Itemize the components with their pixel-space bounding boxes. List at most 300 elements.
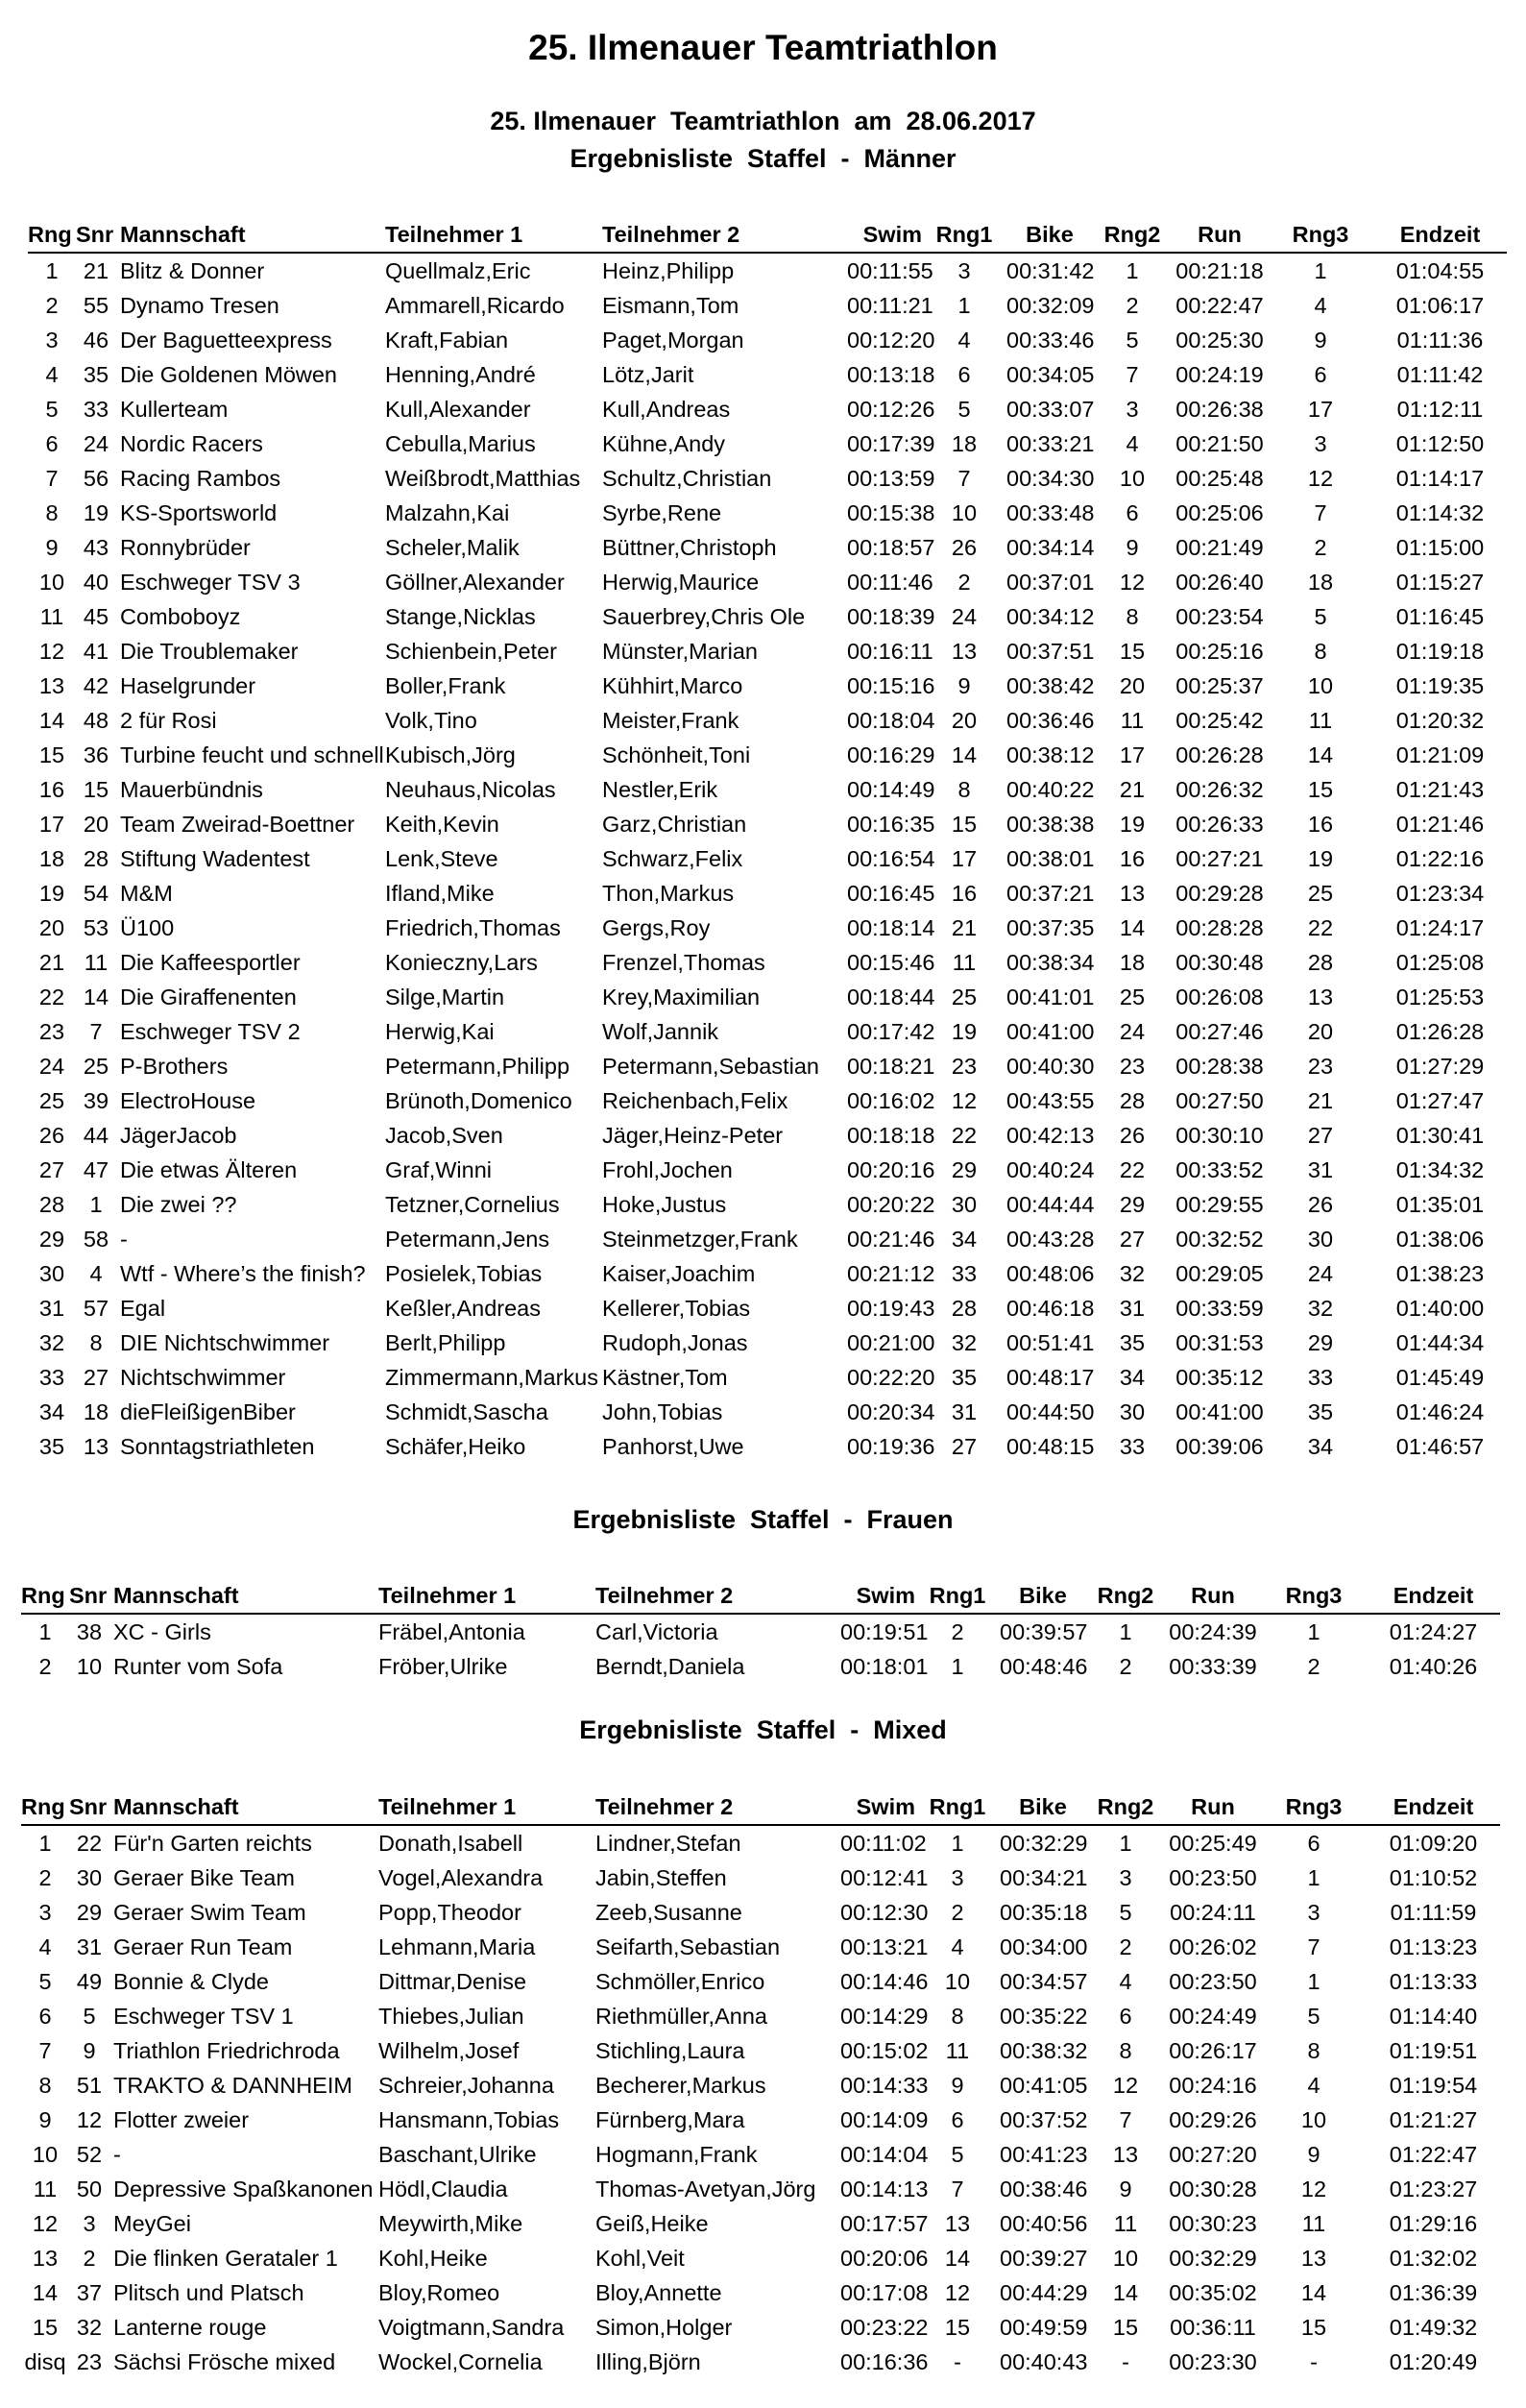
cell-swim-time: 00:18:39: [847, 603, 935, 629]
cell-swim-time: 00:18:44: [847, 984, 935, 1009]
cell-bike-time: 00:51:41: [1006, 1329, 1095, 1355]
cell-swim-rank: 3: [951, 1864, 964, 1890]
cell-total-time: 01:36:39: [1389, 2279, 1478, 2305]
cell-start-number: 21: [83, 257, 109, 283]
cell-participant-1: Ammarell,Ricardo: [385, 292, 565, 318]
cell-rank: 2: [38, 1653, 52, 1679]
cell-rank: 28: [38, 1191, 65, 1217]
cell-participant-2: Thon,Markus: [602, 880, 735, 906]
table-row: [21, 2241, 1500, 2275]
cell-rank: 24: [38, 1053, 65, 1079]
cell-participant-2: Heinz,Philipp: [602, 257, 735, 283]
cell-total-time: 01:14:17: [1395, 465, 1485, 491]
table-row: [28, 1360, 1507, 1395]
cell-rank: 30: [38, 1260, 65, 1286]
table-row: [21, 2103, 1500, 2137]
cell-bike-rank: 19: [1119, 811, 1146, 837]
cell-participant-2: John,Tobias: [602, 1399, 723, 1424]
cell-rank: 14: [38, 707, 65, 733]
cell-rank: 7: [45, 465, 59, 491]
cell-start-number: 14: [83, 984, 109, 1009]
cell-total-time: 01:24:27: [1389, 1618, 1478, 1644]
cell-total-time: 01:22:16: [1395, 845, 1485, 871]
cell-bike-time: 00:48:15: [1006, 1433, 1095, 1459]
cell-total-time: 01:14:32: [1395, 499, 1485, 525]
cell-bike-rank: 10: [1112, 2245, 1139, 2271]
cell-participant-1: Brünoth,Domenico: [385, 1087, 572, 1113]
table-row: [21, 2310, 1500, 2345]
cell-run-rank: 19: [1307, 845, 1334, 871]
cell-swim-time: 00:15:46: [847, 949, 935, 975]
cell-bike-time: 00:33:07: [1006, 396, 1095, 422]
cell-participant-2: Nestler,Erik: [602, 776, 718, 802]
cell-start-number: 18: [83, 1399, 109, 1424]
table-row: [28, 323, 1507, 357]
cell-team: Eschweger TSV 3: [120, 569, 301, 595]
cell-bike-rank: 12: [1112, 2072, 1139, 2098]
cell-swim-time: 00:12:41: [840, 1864, 929, 1890]
column-header-start-number: Snr: [76, 217, 116, 253]
cell-bike-time: 00:34:57: [1000, 1968, 1088, 1994]
table-row: [28, 634, 1507, 669]
cell-bike-time: 00:40:30: [1006, 1053, 1095, 1079]
cell-participant-2: Illing,Björn: [595, 2348, 701, 2374]
cell-participant-2: Stichling,Laura: [595, 2037, 745, 2063]
cell-team: MeyGei: [113, 2210, 191, 2236]
cell-total-time: 01:24:17: [1395, 914, 1485, 940]
cell-run-rank: 21: [1307, 1087, 1334, 1113]
cell-swim-time: 00:23:22: [840, 2314, 929, 2340]
cell-swim-rank: 7: [957, 465, 971, 491]
cell-swim-time: 00:16:36: [840, 2348, 929, 2374]
cell-participant-2: Büttner,Christoph: [602, 534, 777, 560]
cell-bike-time: 00:38:38: [1006, 811, 1095, 837]
cell-team: KS-Sportsworld: [120, 499, 278, 525]
cell-bike-time: 00:33:21: [1006, 430, 1095, 456]
cell-participant-1: Keßler,Andreas: [385, 1295, 541, 1321]
cell-rank: 33: [38, 1364, 65, 1390]
column-header-start-number: Snr: [69, 1578, 109, 1614]
cell-team: Dynamo Tresen: [120, 292, 279, 318]
cell-swim-rank: 1: [957, 292, 971, 318]
cell-participant-1: Hödl,Claudia: [378, 2176, 508, 2201]
cell-swim-rank: 27: [951, 1433, 978, 1459]
cell-participant-1: Schmidt,Sascha: [385, 1399, 548, 1424]
cell-swim-rank: 15: [951, 811, 978, 837]
cell-run-time: 00:22:47: [1175, 292, 1264, 318]
cell-participant-2: Hogmann,Frank: [595, 2141, 758, 2167]
cell-swim-rank: 22: [951, 1122, 978, 1148]
cell-rank: 16: [38, 776, 65, 802]
cell-swim-rank: 10: [951, 499, 978, 525]
cell-rank: 13: [32, 2245, 59, 2271]
cell-participant-2: Petermann,Sebastian: [602, 1053, 820, 1079]
cell-run-time: 00:29:26: [1169, 2106, 1257, 2132]
table-row: [21, 1614, 1500, 1649]
column-header-total-time: Endzeit: [1367, 1789, 1500, 1825]
cell-bike-time: 00:34:21: [1000, 1864, 1088, 1890]
cell-rank: 13: [38, 672, 65, 698]
cell-run-time: 00:23:50: [1169, 1968, 1257, 1994]
cell-run-time: 00:26:28: [1175, 742, 1264, 767]
event-subtitle: 25. Ilmenauer Teamtriathlon am 28.06.2017: [490, 107, 1036, 135]
table-row: [28, 426, 1507, 461]
table-row: [28, 1326, 1507, 1360]
cell-start-number: 11: [84, 949, 109, 975]
cell-team: Geraer Swim Team: [113, 1899, 306, 1925]
cell-run-time: 00:33:39: [1169, 1653, 1257, 1679]
cell-run-rank: 16: [1307, 811, 1334, 837]
cell-start-number: 4: [89, 1260, 103, 1286]
table-row: [28, 1083, 1507, 1118]
cell-bike-time: 00:37:51: [1006, 638, 1095, 664]
cell-bike-rank: 28: [1119, 1087, 1146, 1113]
cell-bike-rank: -: [1122, 2348, 1129, 2374]
cell-participant-1: Hansmann,Tobias: [378, 2106, 560, 2132]
cell-rank: 26: [38, 1122, 65, 1148]
cell-bike-rank: 17: [1119, 742, 1146, 767]
section-heading-frauen: Ergebnisliste Staffel - Frauen: [572, 1505, 954, 1534]
table-row: [28, 1118, 1507, 1153]
cell-bike-rank: 20: [1119, 672, 1146, 698]
cell-rank: disq: [24, 2348, 66, 2374]
table-row: [28, 945, 1507, 980]
cell-rank: 25: [38, 1087, 65, 1113]
table-row: [21, 2345, 1500, 2379]
cell-run-rank: 11: [1301, 2210, 1326, 2236]
cell-participant-2: Steinmetzger,Frank: [602, 1226, 798, 1252]
cell-participant-2: Lötz,Jarit: [602, 361, 694, 387]
cell-bike-time: 00:40:56: [1000, 2210, 1088, 2236]
cell-bike-time: 00:40:22: [1006, 776, 1095, 802]
cell-rank: 21: [38, 949, 65, 975]
cell-swim-time: 00:17:57: [840, 2210, 929, 2236]
cell-participant-1: Ifland,Mike: [385, 880, 495, 906]
cell-run-time: 00:21:18: [1175, 257, 1264, 283]
cell-participant-1: Berlt,Philipp: [385, 1329, 506, 1355]
cell-swim-time: 00:15:16: [847, 672, 935, 698]
cell-run-rank: 5: [1307, 2003, 1320, 2029]
cell-swim-rank: 25: [951, 984, 978, 1009]
cell-bike-time: 00:33:48: [1006, 499, 1095, 525]
cell-start-number: 46: [83, 327, 109, 353]
cell-participant-1: Vogel,Alexandra: [378, 1864, 544, 1890]
cell-bike-rank: 8: [1126, 603, 1139, 629]
cell-run-time: 00:25:30: [1175, 327, 1264, 353]
table-row: [21, 2137, 1500, 2172]
cell-bike-time: 00:34:14: [1006, 534, 1095, 560]
table-row: [28, 496, 1507, 530]
cell-run-rank: 13: [1307, 984, 1334, 1009]
cell-bike-time: 00:38:12: [1006, 742, 1095, 767]
cell-total-time: 01:45:49: [1395, 1364, 1485, 1390]
cell-team: Geraer Run Team: [113, 1934, 293, 1959]
cell-swim-rank: 14: [944, 2245, 971, 2271]
table-row: [28, 461, 1507, 496]
cell-swim-time: 00:19:51: [840, 1618, 929, 1644]
cell-run-rank: 12: [1307, 465, 1334, 491]
cell-run-rank: 3: [1314, 430, 1327, 456]
table-row: [21, 2172, 1500, 2206]
cell-start-number: 23: [76, 2348, 103, 2374]
cell-bike-time: 00:33:46: [1006, 327, 1095, 353]
cell-participant-1: Kubisch,Jörg: [385, 742, 516, 767]
column-header-participant-2: Teilnehmer 2: [595, 1789, 840, 1825]
cell-swim-rank: 31: [951, 1399, 978, 1424]
cell-participant-1: Schäfer,Heiko: [385, 1433, 526, 1459]
cell-swim-time: 00:19:36: [847, 1433, 935, 1459]
table-header-row: [28, 217, 1507, 253]
cell-rank: 1: [38, 1618, 52, 1644]
cell-start-number: 1: [89, 1191, 103, 1217]
cell-team: Die Giraffenenten: [120, 984, 297, 1009]
cell-bike-rank: 14: [1112, 2279, 1139, 2305]
cell-run-rank: 30: [1307, 1226, 1334, 1252]
cell-participant-1: Henning,André: [385, 361, 536, 387]
cell-bike-rank: 35: [1119, 1329, 1146, 1355]
table-row: [21, 1895, 1500, 1930]
cell-swim-rank: 24: [951, 603, 978, 629]
cell-participant-1: Thiebes,Julian: [378, 2003, 524, 2029]
cell-team: Eschweger TSV 2: [120, 1018, 301, 1044]
cell-team: Ronnybrüder: [120, 534, 251, 560]
cell-participant-2: Hoke,Justus: [602, 1191, 727, 1217]
cell-run-time: 00:29:05: [1175, 1260, 1264, 1286]
cell-bike-rank: 13: [1119, 880, 1146, 906]
cell-bike-time: 00:38:42: [1006, 672, 1095, 698]
cell-participant-2: Schultz,Christian: [602, 465, 772, 491]
cell-swim-time: 00:17:39: [847, 430, 935, 456]
cell-swim-rank: 32: [951, 1329, 978, 1355]
cell-participant-1: Scheler,Malik: [385, 534, 520, 560]
table-row: [28, 807, 1507, 841]
cell-run-time: 00:29:28: [1175, 880, 1264, 906]
cell-swim-time: 00:14:04: [840, 2141, 929, 2167]
cell-swim-time: 00:22:20: [847, 1364, 935, 1390]
cell-run-rank: 35: [1307, 1399, 1334, 1424]
cell-total-time: 01:49:32: [1389, 2314, 1478, 2340]
column-header-bike-time: Bike: [1000, 1789, 1086, 1825]
column-header-rank: Rng: [21, 1789, 69, 1825]
cell-swim-rank: 8: [951, 2003, 964, 2029]
cell-rank: 4: [45, 361, 59, 387]
cell-total-time: 01:25:53: [1395, 984, 1485, 1009]
cell-swim-time: 00:11:21: [847, 292, 933, 318]
cell-swim-time: 00:16:29: [847, 742, 935, 767]
cell-start-number: 39: [83, 1087, 109, 1113]
cell-swim-rank: 12: [944, 2279, 971, 2305]
cell-team: Kullerteam: [120, 396, 229, 422]
cell-run-rank: 8: [1314, 638, 1327, 664]
cell-run-rank: 15: [1307, 776, 1334, 802]
cell-total-time: 01:38:06: [1395, 1226, 1485, 1252]
table-row: [28, 911, 1507, 945]
cell-swim-time: 00:16:35: [847, 811, 935, 837]
cell-start-number: 37: [76, 2279, 103, 2305]
cell-team: dieFleißigenBiber: [120, 1399, 296, 1424]
cell-total-time: 01:38:23: [1395, 1260, 1485, 1286]
cell-run-rank: 14: [1307, 742, 1334, 767]
cell-rank: 9: [38, 2106, 52, 2132]
cell-rank: 22: [38, 984, 65, 1009]
cell-swim-time: 00:11:46: [847, 569, 933, 595]
cell-start-number: 8: [89, 1329, 103, 1355]
cell-rank: 8: [45, 499, 59, 525]
table-row: [28, 669, 1507, 703]
cell-total-time: 01:19:18: [1395, 638, 1485, 664]
cell-total-time: 01:23:34: [1395, 880, 1485, 906]
cell-swim-rank: 34: [951, 1226, 978, 1252]
cell-participant-2: Seifarth,Sebastian: [595, 1934, 781, 1959]
cell-rank: 11: [33, 2176, 58, 2201]
cell-rank: 10: [38, 569, 65, 595]
cell-participant-1: Keith,Kevin: [385, 811, 499, 837]
cell-swim-rank: 4: [951, 1934, 964, 1959]
column-header-participant-2: Teilnehmer 2: [602, 217, 847, 253]
cell-run-time: 00:25:06: [1175, 499, 1264, 525]
cell-participant-1: Schreier,Johanna: [378, 2072, 554, 2098]
cell-total-time: 01:46:57: [1395, 1433, 1485, 1459]
table-row: [28, 565, 1507, 599]
cell-rank: 14: [32, 2279, 59, 2305]
cell-team: Die Troublemaker: [120, 638, 299, 664]
cell-run-time: 00:24:11: [1170, 1899, 1256, 1925]
cell-team: P-Brothers: [120, 1053, 229, 1079]
cell-run-time: 00:27:50: [1175, 1087, 1264, 1113]
cell-swim-time: 00:11:55: [847, 257, 933, 283]
cell-participant-1: Fröber,Ulrike: [378, 1653, 508, 1679]
cell-run-time: 00:25:48: [1175, 465, 1264, 491]
cell-total-time: 01:21:27: [1389, 2106, 1478, 2132]
cell-total-time: 01:23:27: [1389, 2176, 1478, 2201]
cell-bike-time: 00:41:05: [1000, 2072, 1088, 2098]
cell-participant-2: Frohl,Jochen: [602, 1156, 733, 1182]
cell-swim-time: 00:13:18: [847, 361, 935, 387]
cell-start-number: 32: [76, 2314, 103, 2340]
cell-swim-rank: 9: [957, 672, 971, 698]
cell-swim-rank: 28: [951, 1295, 978, 1321]
cell-participant-1: Dittmar,Denise: [378, 1968, 527, 1994]
cell-start-number: 33: [83, 396, 109, 422]
cell-total-time: 01:04:55: [1395, 257, 1485, 283]
cell-bike-rank: 16: [1119, 845, 1146, 871]
cell-team: DIE Nichtschwimmer: [120, 1329, 330, 1355]
cell-participant-1: Friedrich,Thomas: [385, 914, 561, 940]
column-header-run-rank: Rng3: [1268, 217, 1373, 253]
cell-total-time: 01:40:00: [1395, 1295, 1485, 1321]
cell-team: TRAKTO & DANNHEIM: [113, 2072, 352, 2098]
cell-run-time: 00:23:54: [1175, 603, 1264, 629]
cell-rank: 27: [38, 1156, 65, 1182]
cell-participant-2: Münster,Marian: [602, 638, 758, 664]
cell-rank: 10: [32, 2141, 59, 2167]
cell-total-time: 01:15:00: [1395, 534, 1485, 560]
cell-bike-time: 00:42:13: [1006, 1122, 1095, 1148]
cell-swim-rank: 5: [951, 2141, 964, 2167]
cell-swim-rank: 6: [951, 2106, 964, 2132]
cell-participant-1: Schienbein,Peter: [385, 638, 557, 664]
cell-participant-2: Wolf,Jannik: [602, 1018, 719, 1044]
cell-bike-time: 00:46:18: [1006, 1295, 1095, 1321]
cell-bike-rank: 25: [1119, 984, 1146, 1009]
cell-bike-rank: 3: [1119, 1864, 1132, 1890]
cell-total-time: 01:27:47: [1395, 1087, 1485, 1113]
cell-bike-rank: 11: [1113, 2210, 1138, 2236]
cell-swim-time: 00:14:46: [840, 1968, 929, 1994]
cell-total-time: 01:15:27: [1395, 569, 1485, 595]
column-header-swim-time: Swim: [847, 217, 922, 253]
cell-run-rank: 14: [1300, 2279, 1327, 2305]
cell-participant-1: Kull,Alexander: [385, 396, 531, 422]
column-header-team: Mannschaft: [116, 217, 385, 253]
cell-swim-time: 00:14:29: [840, 2003, 929, 2029]
cell-total-time: 01:10:52: [1389, 1864, 1478, 1890]
cell-swim-time: 00:19:43: [847, 1295, 935, 1321]
cell-rank: 2: [45, 292, 59, 318]
cell-swim-time: 00:17:42: [847, 1018, 935, 1044]
cell-team: Nordic Racers: [120, 430, 263, 456]
cell-team: -: [120, 1226, 128, 1252]
cell-rank: 11: [39, 603, 64, 629]
cell-start-number: 38: [76, 1618, 103, 1644]
cell-swim-time: 00:20:34: [847, 1399, 935, 1424]
cell-bike-rank: 2: [1126, 292, 1139, 318]
table-row: [28, 772, 1507, 807]
cell-swim-time: 00:12:20: [847, 327, 935, 353]
cell-start-number: 40: [83, 569, 109, 595]
cell-rank: 12: [32, 2210, 59, 2236]
cell-total-time: 01:30:41: [1395, 1122, 1485, 1148]
cell-team: Plitsch und Platsch: [113, 2279, 304, 2305]
cell-swim-rank: 2: [951, 1618, 964, 1644]
cell-bike-rank: 23: [1119, 1053, 1146, 1079]
cell-start-number: 10: [76, 1653, 103, 1679]
cell-bike-rank: 34: [1119, 1364, 1146, 1390]
cell-run-rank: 7: [1307, 1934, 1320, 1959]
table-row: [21, 2275, 1500, 2310]
cell-swim-time: 00:13:59: [847, 465, 935, 491]
cell-start-number: 5: [83, 2003, 96, 2029]
cell-swim-time: 00:16:02: [847, 1087, 935, 1113]
cell-team: M&M: [120, 880, 173, 906]
cell-swim-rank: 17: [951, 845, 978, 871]
cell-bike-time: 00:35:22: [1000, 2003, 1088, 2029]
cell-swim-rank: 20: [951, 707, 978, 733]
cell-participant-1: Bloy,Romeo: [378, 2279, 500, 2305]
cell-rank: 15: [38, 742, 65, 767]
cell-team: Bonnie & Clyde: [113, 1968, 269, 1994]
cell-team: Ü100: [120, 914, 175, 940]
cell-participant-2: Eismann,Tom: [602, 292, 739, 318]
table-header-row: [21, 1578, 1500, 1614]
cell-start-number: 7: [89, 1018, 103, 1044]
table-row: [28, 1049, 1507, 1083]
column-header-swim-rank: Rng1: [915, 1578, 1000, 1614]
cell-start-number: 13: [83, 1433, 109, 1459]
cell-swim-rank: 18: [951, 430, 978, 456]
cell-bike-time: 00:37:52: [1000, 2106, 1088, 2132]
cell-rank: 3: [45, 327, 59, 353]
cell-run-rank: 33: [1307, 1364, 1334, 1390]
cell-bike-time: 00:48:06: [1006, 1260, 1095, 1286]
cell-run-time: 00:24:19: [1175, 361, 1264, 387]
cell-run-time: 00:27:46: [1175, 1018, 1264, 1044]
cell-start-number: 50: [76, 2176, 103, 2201]
cell-bike-time: 00:34:12: [1006, 603, 1095, 629]
cell-bike-time: 00:38:46: [1000, 2176, 1088, 2201]
cell-run-time: 00:31:53: [1175, 1329, 1264, 1355]
cell-bike-rank: 4: [1126, 430, 1139, 456]
